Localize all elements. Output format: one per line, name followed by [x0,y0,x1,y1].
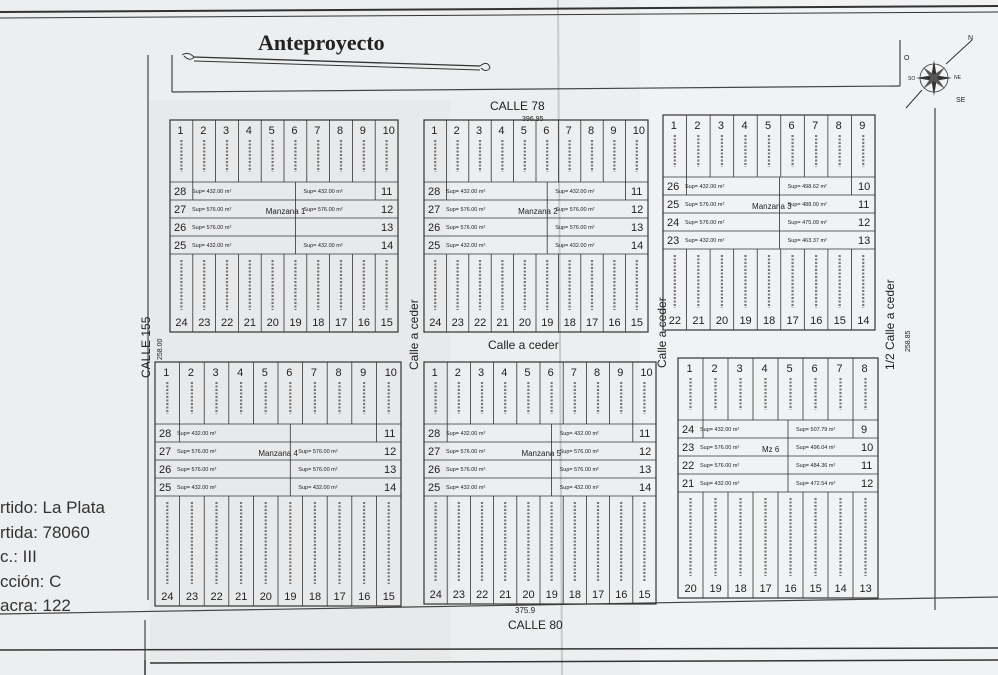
lot-number: 7 [310,367,318,379]
lot-number: 2 [200,125,207,137]
lot-area: Sup= 576.00 m² [700,445,740,451]
lot-number: 6 [286,367,293,379]
lot-number: 23 [452,589,466,601]
lot-number: 10 [382,125,395,137]
lot-number: 11 [639,428,651,440]
lot-number: 19 [709,583,722,595]
lot-number: 18 [563,317,576,329]
lot-number: 1 [177,125,184,137]
lot-number: 23 [451,317,464,329]
lot-number: 9 [861,424,868,436]
lot-number: 15 [809,583,822,595]
lot-number: 27 [174,204,187,216]
lot-number: 16 [357,317,371,329]
lot-number: 10 [632,125,646,137]
lot-number: 4 [741,120,748,132]
lot-number: 18 [568,589,582,601]
lot-number: 10 [861,442,874,454]
lot-area: Sup= 432.00 m² [303,243,343,249]
lot-number: 9 [610,125,617,137]
street-calle-80: CALLE 80 [508,618,563,632]
lot-number: 21 [243,317,257,329]
lot-area: Sup= 475.09 m² [787,220,827,226]
page-title: Anteproyecto [258,30,385,55]
lot-number: 22 [210,591,223,603]
lot-number: 21 [235,591,248,603]
lot-number: 2 [694,120,701,132]
lot-number: 6 [291,125,298,137]
lot-number: 25 [159,482,172,494]
lot-area: Sup= 576.00 m² [555,225,595,231]
lot-number: 4 [501,367,508,379]
lot-number: 27 [428,204,441,216]
lot-number: 24 [175,317,188,329]
lot-number: 22 [668,315,682,327]
lot-number: 15 [833,315,846,327]
lot-number: 23 [682,442,695,454]
street-calle-80-measure: 375.9 [515,606,536,615]
lot-number: 11 [631,186,643,198]
lot-area: Sup= 432.00 m² [192,243,232,249]
lot-area: Sup= 432.00 m² [177,431,217,437]
compass-label-so: SO [908,76,916,82]
lot-area: Sup= 507.79 m² [796,427,836,433]
lot-number: 11 [384,428,396,440]
lot-number: 8 [588,125,595,137]
block-name: Mz 6 [762,445,780,454]
lot-area: Sup= 484.36 m² [796,463,836,469]
lot-number: 26 [667,181,680,193]
block-name: Manzana 1 [265,207,306,216]
lot-number: 24 [682,424,695,436]
lot-number: 8 [594,367,601,379]
lot-number: 11 [858,199,870,211]
lot-number: 19 [545,589,558,601]
lot-area: Sup= 576.00 m² [192,225,232,231]
lot-number: 25 [428,482,441,494]
lot-area: Sup= 432.00 m² [446,485,486,491]
lot-number: 16 [810,315,823,327]
lot-area: Sup= 496.04 m² [796,445,836,451]
lot-area: Sup= 432.00 m² [700,427,740,433]
lot-number: 12 [861,478,874,490]
lot-area: Sup= 576.00 m² [446,207,486,213]
lot-area: Sup= 432.00 m² [685,184,725,190]
info-circunscripcion: c.: III [0,547,37,566]
lot-area: Sup= 576.00 m² [446,225,486,231]
block-name: Manzana 4 [258,449,298,458]
lot-number: 24 [429,589,442,601]
lot-number: 19 [284,591,297,603]
lot-number: 6 [788,120,795,132]
lot-number: 14 [639,482,652,494]
lot-number: 10 [858,181,871,193]
lot-number: 15 [380,317,393,329]
lot-number: 17 [586,317,599,329]
lot-number: 5 [520,125,527,137]
lot-number: 2 [711,363,718,375]
lot-area: Sup= 576.00 m² [177,467,217,473]
lot-number: 18 [734,583,747,595]
lot-number: 5 [268,125,275,137]
info-partida: rtida: 78060 [0,522,90,542]
lot-number: 2 [453,125,460,137]
lot-number: 20 [522,589,535,601]
lot-number: 26 [159,464,172,476]
lot-area: Sup= 488.00 m² [787,202,827,208]
lot-area: Sup= 576.00 m² [555,207,595,213]
lot-number: 26 [428,464,441,476]
lot-number: 8 [861,363,868,375]
lot-number: 20 [259,591,272,603]
lot-number: 14 [857,315,870,327]
lot-number: 1 [670,120,677,132]
lot-number: 23 [185,591,199,603]
lot-number: 5 [524,367,531,379]
street-half-calle-a-ceder: 1/2 Calle a ceder [883,279,897,370]
lot-number: 7 [836,363,843,375]
lot-number: 9 [360,367,367,379]
compass-label-ne: NE [954,75,961,81]
street-calle-78-measure: 396.95 [522,116,544,123]
lot-number: 4 [761,363,768,375]
lot-number: 17 [592,589,605,601]
lot-area: Sup= 472.54 m² [796,481,836,487]
lot-number: 23 [198,317,211,329]
street-calle-78: CALLE 78 [490,99,545,113]
lot-number: 25 [174,240,187,252]
compass-label-n: N [968,35,974,42]
lot-number: 16 [608,317,621,329]
lot-number: 28 [428,428,441,440]
lot-area: Sup= 432.00 m² [555,243,595,249]
lot-number: 22 [474,317,487,329]
lot-number: 26 [174,222,187,234]
lot-number: 6 [811,363,818,375]
lot-number: 13 [631,222,644,234]
lot-number: 12 [381,204,394,216]
lot-number: 10 [384,367,397,379]
lot-number: 3 [223,125,230,137]
lot-number: 16 [358,591,371,603]
lot-number: 21 [499,589,512,601]
lot-area: Sup= 432.00 m² [192,189,232,195]
lot-number: 20 [684,583,697,595]
lot-number: 6 [543,125,550,137]
lot-number: 22 [682,460,695,472]
street-calle-155-measure: 258.00 [157,338,164,360]
lot-number: 9 [617,367,624,379]
lot-number: 17 [335,317,348,329]
lot-number: 11 [381,186,393,198]
lot-number: 27 [428,446,441,458]
lot-number: 3 [212,367,219,379]
lot-number: 21 [692,315,705,327]
lot-area: Sup= 576.00 m² [177,449,217,455]
lot-number: 27 [159,446,172,458]
lot-number: 18 [763,315,776,327]
lot-number: 24 [161,591,174,603]
lot-number: 15 [382,591,395,603]
lot-number: 18 [312,317,325,329]
lot-number: 1 [431,367,438,379]
compass-label-o: O [904,55,910,62]
lot-number: 17 [333,591,346,603]
lot-number: 13 [858,235,871,247]
lot-number: 8 [337,125,344,137]
street-calle-155: CALLE 155 [139,316,153,378]
lot-number: 14 [384,482,397,494]
lot-area: Sup= 432.00 m² [177,485,217,491]
lot-number: 13 [381,222,394,234]
lot-number: 7 [570,367,577,379]
lot-number: 4 [245,125,252,137]
street-calle-a-ceder-middle: Calle a ceder [488,338,559,352]
lot-number: 17 [786,315,799,327]
street-half-calle-measure: 258.85 [905,330,912,352]
lot-number: 1 [163,367,170,379]
lot-number: 28 [159,428,172,440]
lot-number: 5 [765,120,772,132]
lot-area: Sup= 432.00 m² [446,243,486,249]
block-name: Manzana 2 [518,207,558,216]
lot-number: 13 [384,464,397,476]
lot-number: 15 [630,317,644,329]
lot-number: 7 [565,125,572,137]
lot-number: 6 [547,367,554,379]
info-seccion: cción: C [0,571,62,591]
lot-number: 3 [476,125,483,137]
lot-number: 15 [638,589,651,601]
lot-number: 14 [631,240,644,252]
lot-number: 1 [431,125,438,137]
lot-area: Sup= 576.00 m² [192,207,232,213]
lot-area: Sup= 576.00 m² [446,467,486,473]
lot-area: Sup= 576.00 m² [685,220,725,226]
lot-number: 3 [736,363,743,375]
lot-number: 5 [786,363,793,375]
street-calle-a-ceder-2: Calle a ceder [655,297,669,368]
lot-area: Sup= 463.37 m² [787,238,827,244]
compass-label-se: SE [956,97,966,104]
lot-number: 12 [858,217,871,229]
lot-number: 8 [835,120,842,132]
lot-number: 12 [639,446,652,458]
lot-area: Sup= 432.00 m² [298,485,338,491]
lot-area: Sup= 498.62 m² [787,184,827,190]
lot-number: 9 [859,120,866,132]
lot-area: Sup= 576.00 m² [303,207,343,213]
lot-area: Sup= 432.00 m² [446,431,486,437]
lot-number: 3 [717,120,725,132]
lot-area: Sup= 432.00 m² [700,481,740,487]
lot-number: 25 [667,199,680,211]
lot-number: 28 [174,186,187,198]
lot-number: 24 [667,217,680,229]
lot-area: Sup= 576.00 m² [446,449,486,455]
lot-number: 5 [261,367,268,379]
lot-number: 22 [221,317,234,329]
lot-number: 24 [429,317,442,329]
info-chacra: acra: 122 [0,596,71,615]
lot-number: 14 [381,240,394,252]
lot-area: Sup= 432.00 m² [685,238,725,244]
lot-number: 20 [266,317,279,329]
cadastral-info [0,496,105,619]
lot-number: 13 [639,464,652,476]
lot-number: 16 [784,583,797,595]
lot-number: 13 [859,583,872,595]
lot-number: 21 [496,317,509,329]
lot-number: 19 [541,317,554,329]
lot-number: 19 [289,317,302,329]
lot-number: 22 [476,589,489,601]
lot-number: 21 [682,478,695,490]
lot-area: Sup= 576.00 m² [559,449,599,455]
lot-area: Sup= 432.00 m² [555,189,595,195]
lot-number: 7 [812,120,819,132]
lot-number: 7 [314,125,321,137]
lot-number: 12 [631,204,644,216]
lot-area: Sup= 432.00 m² [559,485,599,491]
lot-area: Sup= 432.00 m² [559,431,599,437]
lot-number: 4 [237,367,244,379]
lot-area: Sup= 432.00 m² [446,189,486,195]
street-calle-a-ceder-1: Calle a ceder [407,299,421,370]
lot-number: 14 [834,583,847,595]
lot-number: 26 [428,222,441,234]
lot-area: Sup= 576.00 m² [298,449,338,455]
lot-number: 28 [428,186,441,198]
lot-number: 11 [861,460,873,472]
block-name: Manzana 5 [521,449,562,458]
lot-number: 4 [498,125,505,137]
lot-number: 25 [428,240,441,252]
lot-number: 20 [715,315,729,327]
lot-area: Sup= 576.00 m² [700,463,740,469]
lot-number: 12 [384,446,397,458]
lot-area: Sup= 576.00 m² [685,202,725,208]
lot-area: Sup= 576.00 m² [559,467,599,473]
lot-number: 9 [359,125,366,137]
lot-number: 10 [640,367,653,379]
info-partido: rtido: La Plata [0,498,105,517]
lot-number: 8 [335,367,342,379]
lot-number: 23 [667,235,680,247]
paper-shadow-area [150,100,450,660]
lot-number: 1 [686,363,693,375]
lot-number: 20 [518,317,532,329]
lot-area: Sup= 576.00 m² [298,467,338,473]
block-name: Manzana 3 [752,202,792,211]
lot-number: 16 [615,589,628,601]
lot-area: Sup= 432.00 m² [303,189,343,195]
lot-number: 2 [187,367,195,379]
lot-number: 19 [739,315,752,327]
lot-number: 17 [759,583,772,595]
paper-light-area [640,0,998,675]
lot-number: 2 [454,367,461,379]
lot-number: 18 [308,591,322,603]
lot-number: 3 [478,367,485,379]
